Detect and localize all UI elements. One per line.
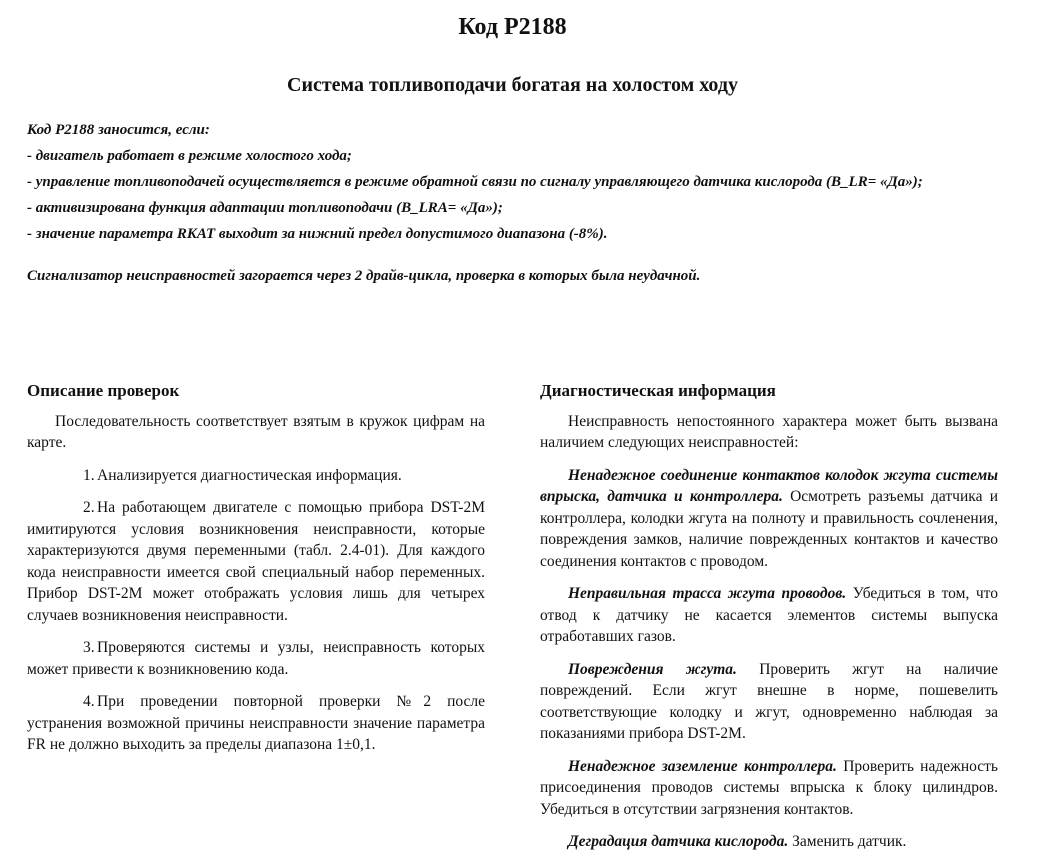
step-number: 1. xyxy=(83,466,95,484)
diagnostics-column xyxy=(540,380,998,864)
diagnostics-intro: Неисправность непостоянного характера может быть вызвана наличием следующих неисправностей: xyxy=(540,412,998,451)
condition-item: - управление топливоподачей осуществляется в режиме обратной связи по сигналу управляющего датчика кислорода (B_LR= «Да»); xyxy=(27,174,923,190)
diagnostic-item xyxy=(540,831,998,853)
diagnostic-item xyxy=(540,583,998,648)
step-number: 4. xyxy=(83,693,95,710)
check-step xyxy=(27,691,485,756)
diagnostic-item-title: Деградация датчика кислорода. xyxy=(568,833,789,850)
diagnostic-item xyxy=(540,659,998,745)
step-number: 2. xyxy=(83,499,95,516)
diagnostic-item-title: Ненадежное заземление контроллера. xyxy=(568,757,837,775)
diagnostic-item-title: Неправильная трасса жгута проводов. xyxy=(568,585,847,602)
checks-intro: Последовательность соответствует взятым в кружок цифрам на карте. xyxy=(27,412,485,451)
checks-column xyxy=(27,380,485,767)
diagnostic-item-title: Ненадежное соединение контактов колодок жгута системы впрыска, датчика и контроллера. xyxy=(540,466,998,505)
step-number: 3. xyxy=(83,639,95,656)
check-step xyxy=(27,465,485,487)
check-step xyxy=(27,497,485,626)
checks-heading: Описание проверок xyxy=(27,381,180,400)
condition-item: - двигатель работает в режиме холостого хода; xyxy=(27,148,352,164)
diagnostic-item-text: Осмотреть разъемы датчика и контроллера, колодки жгута на полноту и правильность сочленения, повреждения замков, наличие поврежденных контактов и качество соединения контактов с проводом. xyxy=(540,488,998,570)
diagnostic-item-title: Повреждения жгута. xyxy=(568,660,737,678)
diagnostic-item-text: Проверить жгут на наличие повреждений. Если жгут внешне в норме, пошевелить соответствующие колодку и жгут, одновременно наблюдая за показаниями прибора DST-2M. xyxy=(540,660,998,742)
diagnostic-item-text: Проверить надежность присоединения проводов системы впрыска к блоку цилиндров. Убедиться в отсутствии загрязнения контактов. xyxy=(540,757,998,818)
page-subtitle: Система топливоподачи богатая на холостом ходу xyxy=(287,74,738,96)
diagnostic-item xyxy=(540,465,998,573)
step-text: При проведении повторной проверки №2 после устранения возможной причины неисправности значение параметра FR не должно выходить за пределы диапазона 1±0,1. xyxy=(27,693,485,753)
diagnostic-item-text: Убедиться в том, что отвод к датчику не касается элементов системы выпуска отработавших газов. xyxy=(540,585,999,645)
condition-item: - значение параметра RKAT выходит за нижний предел допустимого диапазона (-8%). xyxy=(27,226,608,242)
conditions-note: Сигнализатор неисправностей загорается через 2 драйв-цикла, проверка в которых была неудачной. xyxy=(27,268,701,284)
diagnostic-item-text: Заменить датчик. xyxy=(788,833,907,850)
step-text: Анализируется диагностическая информация. xyxy=(97,466,402,484)
condition-item: - активизирована функция адаптации топливоподачи (B_LRA= «Да»); xyxy=(27,200,503,216)
diagnostics-heading: Диагностическая информация xyxy=(540,381,776,400)
step-text: Проверяются системы и узлы, неисправность которых может привести к возникновению кода. xyxy=(27,639,485,678)
page-title: Код P2188 xyxy=(458,14,567,40)
check-step xyxy=(27,637,485,680)
conditions-block xyxy=(27,120,1000,292)
diagnostic-item xyxy=(540,756,998,821)
conditions-intro: Код P2188 заносится, если: xyxy=(27,122,210,138)
step-text: На работающем двигателе с помощью прибора DST-2M имитируются условия возникновения неисправности, которые характеризуются двумя переменными (табл. 2.4-01). Для каждого кода неисправности имеется свой специальный набор переменных. Прибор DST-2M может отображать условия лишь для четырех случаев возникновения неисправности. xyxy=(27,499,485,624)
